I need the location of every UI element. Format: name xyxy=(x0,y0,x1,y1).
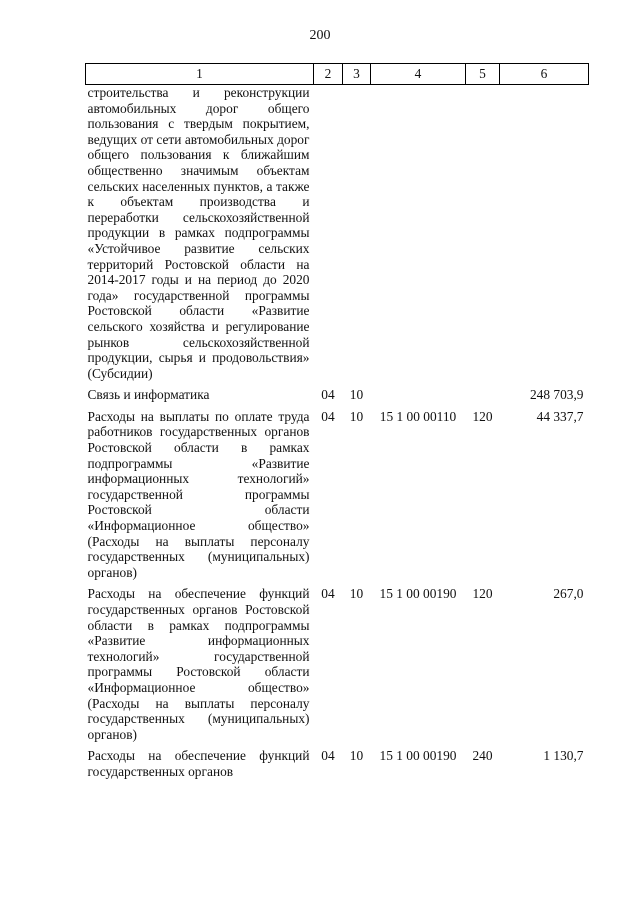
table-row xyxy=(86,580,589,742)
row-description: Связь и информатика xyxy=(87,387,210,403)
header-col-5: 5 xyxy=(466,64,500,85)
row-amount xyxy=(500,85,589,382)
row-description: Расходы на обеспечение функций государственных органов Ростовской области в рамках подпрограммы «Развитие информационных технологий» государственной программы Ростовской области «Информационное общество» (Расходы на выплаты персоналу государственных (муниципальных) органов) xyxy=(87,586,310,742)
header-col-3: 3 xyxy=(343,64,371,85)
row-description: Расходы на выплаты по оплате труда работников государственных органов Ростовской области в рамках подпрограммы «Развитие информационных технологий» государственной программы Ростовской области «Информационное общество» (Расходы на выплаты персоналу государственных (муниципальных) органов) xyxy=(87,408,310,580)
row-section: 04 xyxy=(321,748,335,764)
row-description: строительства и реконструкции автомобильных дорог общего пользования с твердым покрытием, ведущих от сети автомобильных дорог общего пользования к ближайшим общественно значимым объектам сельских населенных пунктов, а также к объектам производства и переработки сельскохозяйственной продукции в рамках подпрограммы «Устойчивое развитие сельских территорий Ростовской области на 2014-2017 годы и на период до 2020 года» государственной программы Ростовской области «Развитие сельского хозяйства и регулирование рынков сельскохозяйственной продукции, сырья и продовольствия» (Субсидии) xyxy=(87,85,310,381)
row-target-code xyxy=(371,85,466,382)
row-section xyxy=(314,85,343,382)
row-target-code: 15 1 00 00190 xyxy=(379,586,457,602)
budget-table xyxy=(85,63,589,780)
row-expense-type xyxy=(466,85,500,382)
row-expense-type xyxy=(466,381,500,403)
header-col-6: 6 xyxy=(500,64,589,85)
row-target-code xyxy=(371,381,466,403)
row-target-code: 15 1 00 00190 xyxy=(379,748,457,764)
row-subsection xyxy=(343,85,371,382)
row-amount: 1 130,7 xyxy=(543,748,584,764)
header-col-2: 2 xyxy=(314,64,343,85)
row-subsection: 10 xyxy=(349,408,364,424)
header-col-4: 4 xyxy=(371,64,466,85)
row-subsection: 10 xyxy=(349,387,364,403)
row-subsection: 10 xyxy=(349,586,364,602)
table-row xyxy=(86,403,589,581)
row-target-code: 15 1 00 00110 xyxy=(379,408,457,424)
row-section: 04 xyxy=(321,408,335,424)
page-number: 200 xyxy=(309,28,331,43)
row-subsection: 10 xyxy=(349,748,364,764)
table-header xyxy=(86,64,589,85)
row-expense-type: 240 xyxy=(472,748,493,764)
row-description: Расходы на обеспечение функций государственных органов xyxy=(87,748,310,779)
row-amount: 44 337,7 xyxy=(536,408,584,424)
row-section: 04 xyxy=(321,387,335,403)
row-amount: 248 703,9 xyxy=(529,387,584,403)
header-col-1: 1 xyxy=(86,64,314,85)
table-row xyxy=(86,85,589,382)
row-expense-type: 120 xyxy=(472,586,493,602)
row-section: 04 xyxy=(321,586,335,602)
row-expense-type: 120 xyxy=(472,408,493,424)
row-amount: 267,0 xyxy=(553,586,584,602)
table-row xyxy=(86,381,589,403)
table-row xyxy=(86,742,589,779)
